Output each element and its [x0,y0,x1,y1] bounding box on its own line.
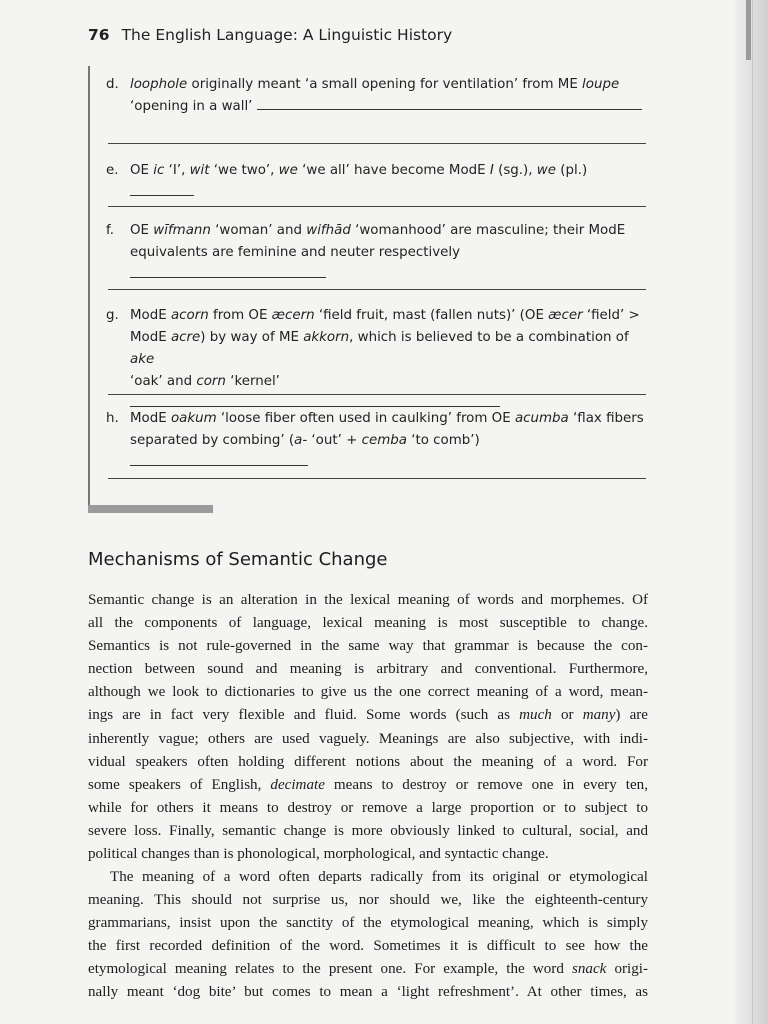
answer-rule[interactable] [108,394,646,395]
text-line: all the components of language, lexical meaning is most susceptible to change. [88,615,648,632]
item-line: loophole originally meant ‘a small opening for ventilation’ from ME loupe [130,77,620,92]
text-line: severe loss. Finally, semantic change is more obviously linked to cultural, social, and [88,822,648,839]
item-line: OE wīfmann ‘woman’ and wifhād ‘womanhood’ are masculine; their ModE [130,223,626,238]
answer-blank[interactable] [130,394,500,407]
item-line: separated by combing’ (a- ‘out’ + cemba ‘to comb’) [130,433,480,448]
item-letter: e. [106,163,119,178]
item-letter: f. [106,223,114,238]
text-line: the first recorded definition of the word. Sometimes it is difficult to see how the [88,938,648,955]
text-line: although we look to dictionaries to give us the one correct meaning of a word, mean- [88,684,648,701]
text-line: The meaning of a word often departs radically from its original or etymological [110,869,648,885]
text-line: political changes than is phonological, morphological, and syntactic change. [88,846,549,863]
answer-blank[interactable] [130,265,326,278]
item-line: ModE acorn from OE æcern ‘field fruit, mast (fallen nuts)’ (OE æcer ‘field’ > [130,308,640,323]
exercise-item-d [106,74,651,118]
text-line: etymological meaning relates to the present one. For example, the word snack origi- [88,961,648,978]
item-line: ‘oak’ and corn ‘kernel’ [130,374,280,389]
running-head [88,26,452,44]
exercise-item-f [106,220,651,286]
answer-rule[interactable] [108,143,646,144]
text-line: nally meant ‘dog bite’ but comes to mean a ‘light refreshment’. At other times, as [88,984,648,1001]
answer-blank[interactable] [130,183,194,196]
item-line: equivalents are feminine and neuter respectively [130,245,461,260]
text-line: ings are in fact very flexible and fluid. Some words (such as much or many) are [88,707,648,724]
text-line: while for others it means to destroy or remove a large proportion or to subject to [88,799,648,816]
item-line: ModE oakum ‘loose fiber often used in caulking’ from OE acumba ‘flax fibers [130,411,644,426]
book-title: The English Language: A Linguistic History [121,26,453,44]
item-letter: g. [106,308,119,323]
text-line: Semantic change is an alteration in the lexical meaning of words and morphemes. Of [88,592,648,608]
item-letter: h. [106,411,119,426]
item-line: ‘opening in a wall’ [130,99,253,114]
exercise-item-g [106,305,651,415]
page-number: 76 [88,26,110,44]
exercise-item-e [106,160,651,204]
box-footer-bar [88,505,213,513]
text-line: some speakers of English, decimate means to destroy or remove one in every ten, [88,776,649,793]
page-edge [734,0,768,1024]
item-line: ModE acre) by way of ME akkorn, which is believed to be a combination of ake [130,330,629,367]
section-title: Mechanisms of Semantic Change [88,549,388,570]
answer-rule[interactable] [108,478,646,479]
answer-blank[interactable] [257,97,642,110]
paragraph-2 [88,866,648,1005]
answer-rule[interactable] [108,289,646,290]
text-line: grammarians, insist upon the sanctity of the etymological meaning, which is simply [88,915,648,932]
answer-blank[interactable] [130,453,308,466]
item-letter: d. [106,77,119,92]
exercise-box [88,66,660,508]
answer-rule[interactable] [108,206,646,207]
paragraph-1 [88,589,648,866]
text-line: vidual speakers often holding different notions about the meaning of a word. For [88,753,648,770]
text-line: Semantics is not rule-governed in the same way that grammar is because the con- [88,638,648,655]
text-line: meaning. This should not surprise us, nor should we, like the eighteenth-century [88,892,648,909]
text-line: inherently vague; others are used vaguely. Meanings are also subjective, with indi- [88,730,648,747]
item-line: OE ic ‘I’, wit ‘we two’, we ‘we all’ have become ModE I (sg.), we (pl.) [130,163,588,178]
text-line: nection between sound and meaning is arbitrary and conventional. Furthermore, [88,661,648,678]
exercise-item-h [106,408,651,474]
